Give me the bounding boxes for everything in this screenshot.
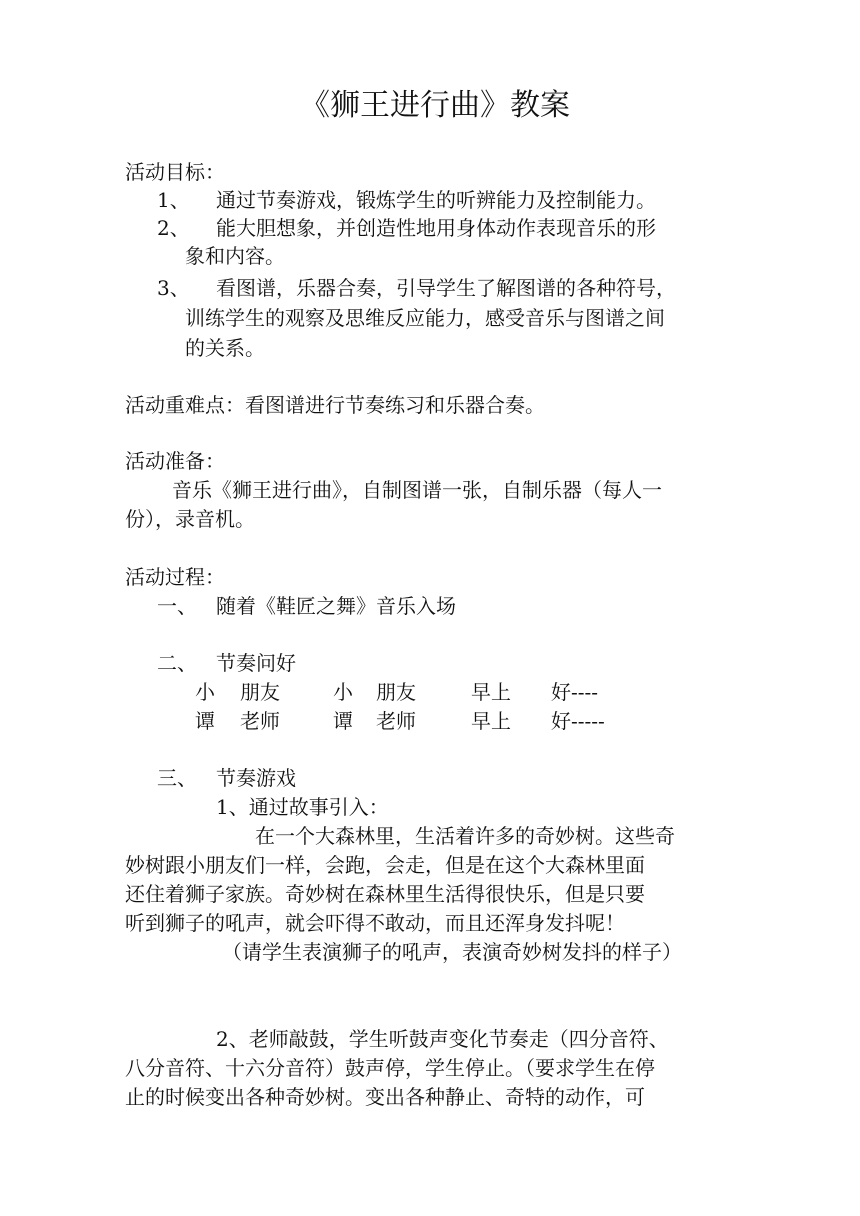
step-1-text: 随着《鞋匠之舞》音乐入场 [216, 594, 456, 618]
rhythm-2-beat-3: 谭 [333, 709, 353, 733]
key-points: 活动重难点：看图谱进行节奏练习和乐器合奏。 [125, 393, 545, 417]
goal-2-text-line1: 能大胆想象，并创造性地用身体动作表现音乐的形 [216, 216, 656, 240]
prep-text-line1: 音乐《狮王进行曲》，自制图谱一张，自制乐器（每人一 [172, 478, 662, 502]
step-3-number: 三、 [157, 766, 197, 790]
story-line-2: 妙树跟小朋友们一样，会跑，会走，但是在这个大森林里面 [125, 853, 645, 877]
step-2-text: 节奏问好 [216, 651, 296, 675]
step-2-number: 二、 [157, 651, 197, 675]
goal-3-number: 3、 [157, 276, 190, 300]
rhythm-1-beat-6: 好---- [551, 680, 599, 704]
prep-heading: 活动准备： [125, 449, 225, 473]
step-3-text: 节奏游戏 [216, 766, 296, 790]
goal-1-text: 通过节奏游戏，锻炼学生的听辨能力及控制能力。 [216, 188, 656, 212]
goal-1-number: 1、 [157, 188, 190, 212]
step-3-sub-1-heading: 1、通过故事引入： [216, 795, 389, 819]
rhythm-2-beat-1: 谭 [195, 709, 215, 733]
goal-2-text-line2: 象和内容。 [185, 244, 285, 268]
story-line-3: 还住着狮子家族。奇妙树在森林里生活得很快乐，但是只要 [125, 882, 645, 906]
rhythm-2-beat-6: 好----- [551, 709, 605, 733]
rhythm-1-beat-3: 小 [333, 680, 353, 704]
goal-3-text-line1: 看图谱，乐器合奏，引导学生了解图谱的各种符号， [216, 276, 676, 300]
rhythm-2-beat-4: 老师 [376, 709, 416, 733]
goal-2-number: 2、 [157, 216, 190, 240]
story-line-4: 听到狮子的吼声，就会吓得不敢动，而且还浑身发抖呢！ [125, 911, 625, 935]
goals-heading: 活动目标： [125, 160, 225, 184]
rhythm-2-beat-2: 老师 [240, 709, 280, 733]
prep-text-line2: 份），录音机。 [125, 507, 255, 531]
story-line-1: 在一个大森林里，生活着许多的奇妙树。这些奇 [255, 824, 675, 848]
process-heading: 活动过程： [125, 565, 225, 589]
goal-3-text-line2: 训练学生的观察及思维反应能力，感受音乐与图谱之间 [185, 306, 665, 330]
story-performance-note: （请学生表演狮子的吼声，表演奇妙树发抖的样子） [222, 940, 682, 964]
goal-3-text-line3: 的关系。 [185, 336, 265, 360]
step-1-number: 一、 [157, 594, 197, 618]
rhythm-1-beat-5: 早上 [471, 680, 511, 704]
rhythm-2-beat-5: 早上 [471, 709, 511, 733]
rhythm-1-beat-4: 朋友 [376, 680, 416, 704]
rhythm-1-beat-1: 小 [195, 680, 215, 704]
step-3-sub-2-line1: 2、老师敲鼓，学生听鼓声变化节奏走（四分音符、 [216, 1027, 669, 1051]
page-title: 《狮王进行曲》教案 [300, 88, 570, 123]
rhythm-1-beat-2: 朋友 [240, 680, 280, 704]
step-3-sub-2-line3: 止的时候变出各种奇妙树。变出各种静止、奇特的动作，可 [125, 1085, 645, 1109]
step-3-sub-2-line2: 八分音符、十六分音符）鼓声停，学生停止。（要求学生在停 [125, 1056, 655, 1080]
